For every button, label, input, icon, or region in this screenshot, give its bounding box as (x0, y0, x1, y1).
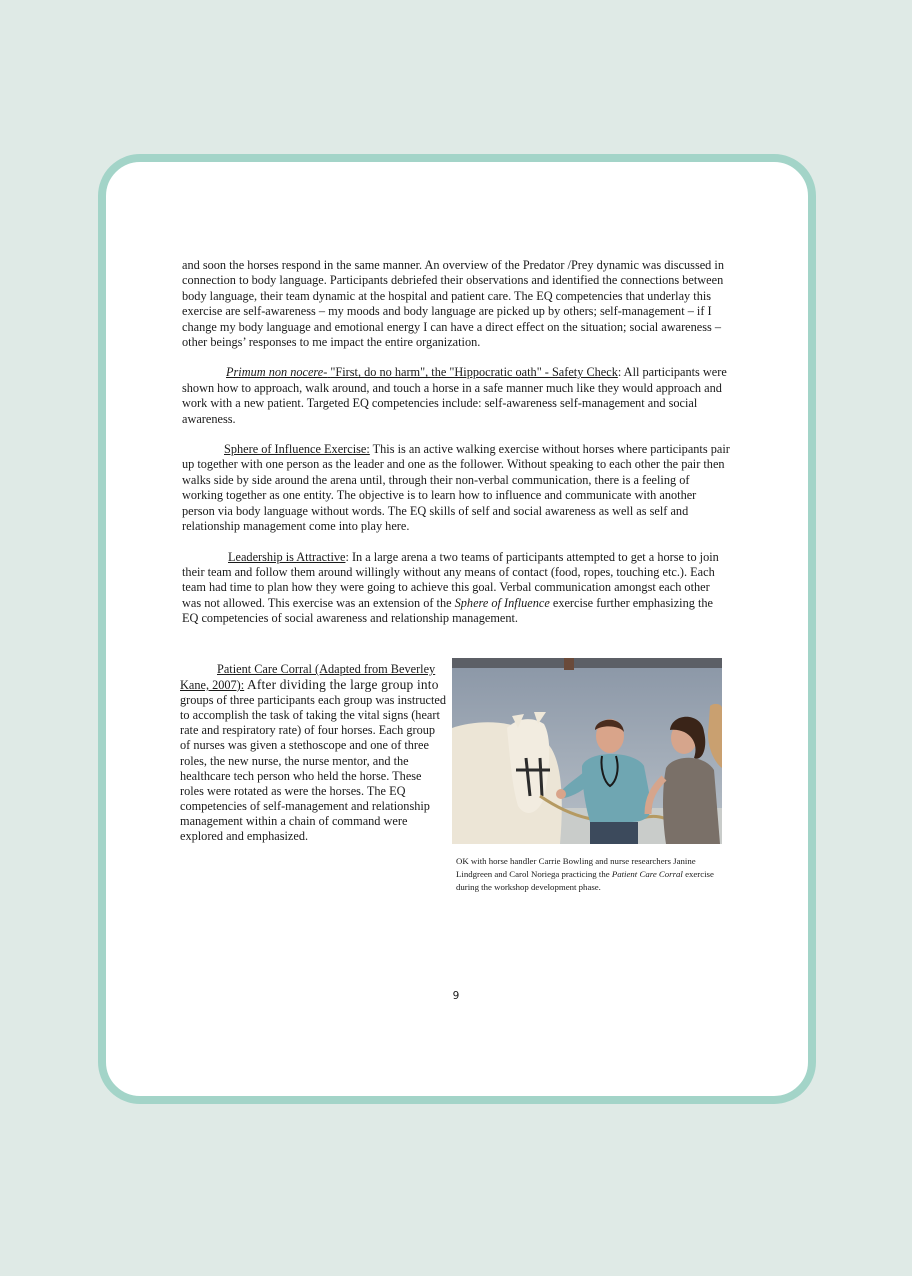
patient-care-corral-paragraph: Patient Care Corral (Adapted from Beverley Kane, 2007): After dividing the large group into groups of three participants each group was instructed to accomplish the task of taking the vital signs (heart rate and respiratory rate) of four horses. Each group of nurses was given a stethoscope and one of three roles, the new nurse, the nurse mentor, and the healthcare tech person who held the horse. These roles were rotated as were the horses. The EQ competencies of self-management and relationship management within a chain of command were explored and emphasized. (180, 662, 447, 844)
page-number: 9 (452, 990, 460, 1002)
patient-care-corral-heading: Patient Care Corral (Adapted from Beverley Kane, 2007): (180, 662, 436, 693)
sphere-of-influence-heading: Sphere of Influence Exercise: (224, 442, 370, 457)
body-text (182, 258, 730, 642)
paragraph-predator-prey: and soon the horses respond in the same manner. An overview of the Predator /Prey dynamic was discussed in connection to body language. Participants debriefed their observations and identified the connections between body language, their team dynamic at the hospital and patient care. The EQ competencies that underlay this exercise are self-awareness – my moods and body language are picked up by others; self-management – if I change my body language and emotional energy I can have a direct effect on the situation; social awareness – other beings’ responses to me impact the entire organization. (182, 258, 724, 350)
paragraph-sphere-of-influence: Sphere of Influence Exercise: This is an active walking exercise without horses where participants pair up together with one person as the leader and one as the follower. Without speaking to each other the pair then walks side by side around the arena until, through their non-verbal communication, there is a feeling of working together as one entity. The objective is to learn how to influence and communicate with another person via body language without words. The EQ skills of self and social awareness as well as self and relationship management come into play here. (182, 442, 730, 534)
horse-photo (452, 658, 722, 844)
paragraph-leadership: Leadership is Attractive: In a large arena a two teams of participants attempted to get a horse to join their team and follow them around willingly without any means of contact (food, ropes, touching etc.). Each team had time to plan how they were going to achieve this goal. Verbal communication amongst each other was not allowed. This exercise was an extension of the Sphere of Influence exercise further emphasizing the EQ competencies of social awareness and relationship management. (182, 549, 719, 626)
safety-check-heading: Primum non nocere- "First, do no harm", the "Hippocratic oath" - Safety Check (226, 365, 618, 380)
paragraph-safety-check: Primum non nocere- "First, do no harm", the "Hippocratic oath" - Safety Check: All participants were shown how to approach, walk around, and touch a horse in a safe manner much like they would approach and work with a new patient. Targeted EQ competencies include: self-awareness self-management and social awareness. (182, 365, 727, 426)
leadership-heading: Leadership is Attractive (228, 549, 346, 564)
photo-caption: OK with horse handler Carrie Bowling and nurse researchers Janine Lindgreen and Carol Noriega practicing the Patient Care Corral exercise during the workshop development phase. (456, 856, 714, 892)
